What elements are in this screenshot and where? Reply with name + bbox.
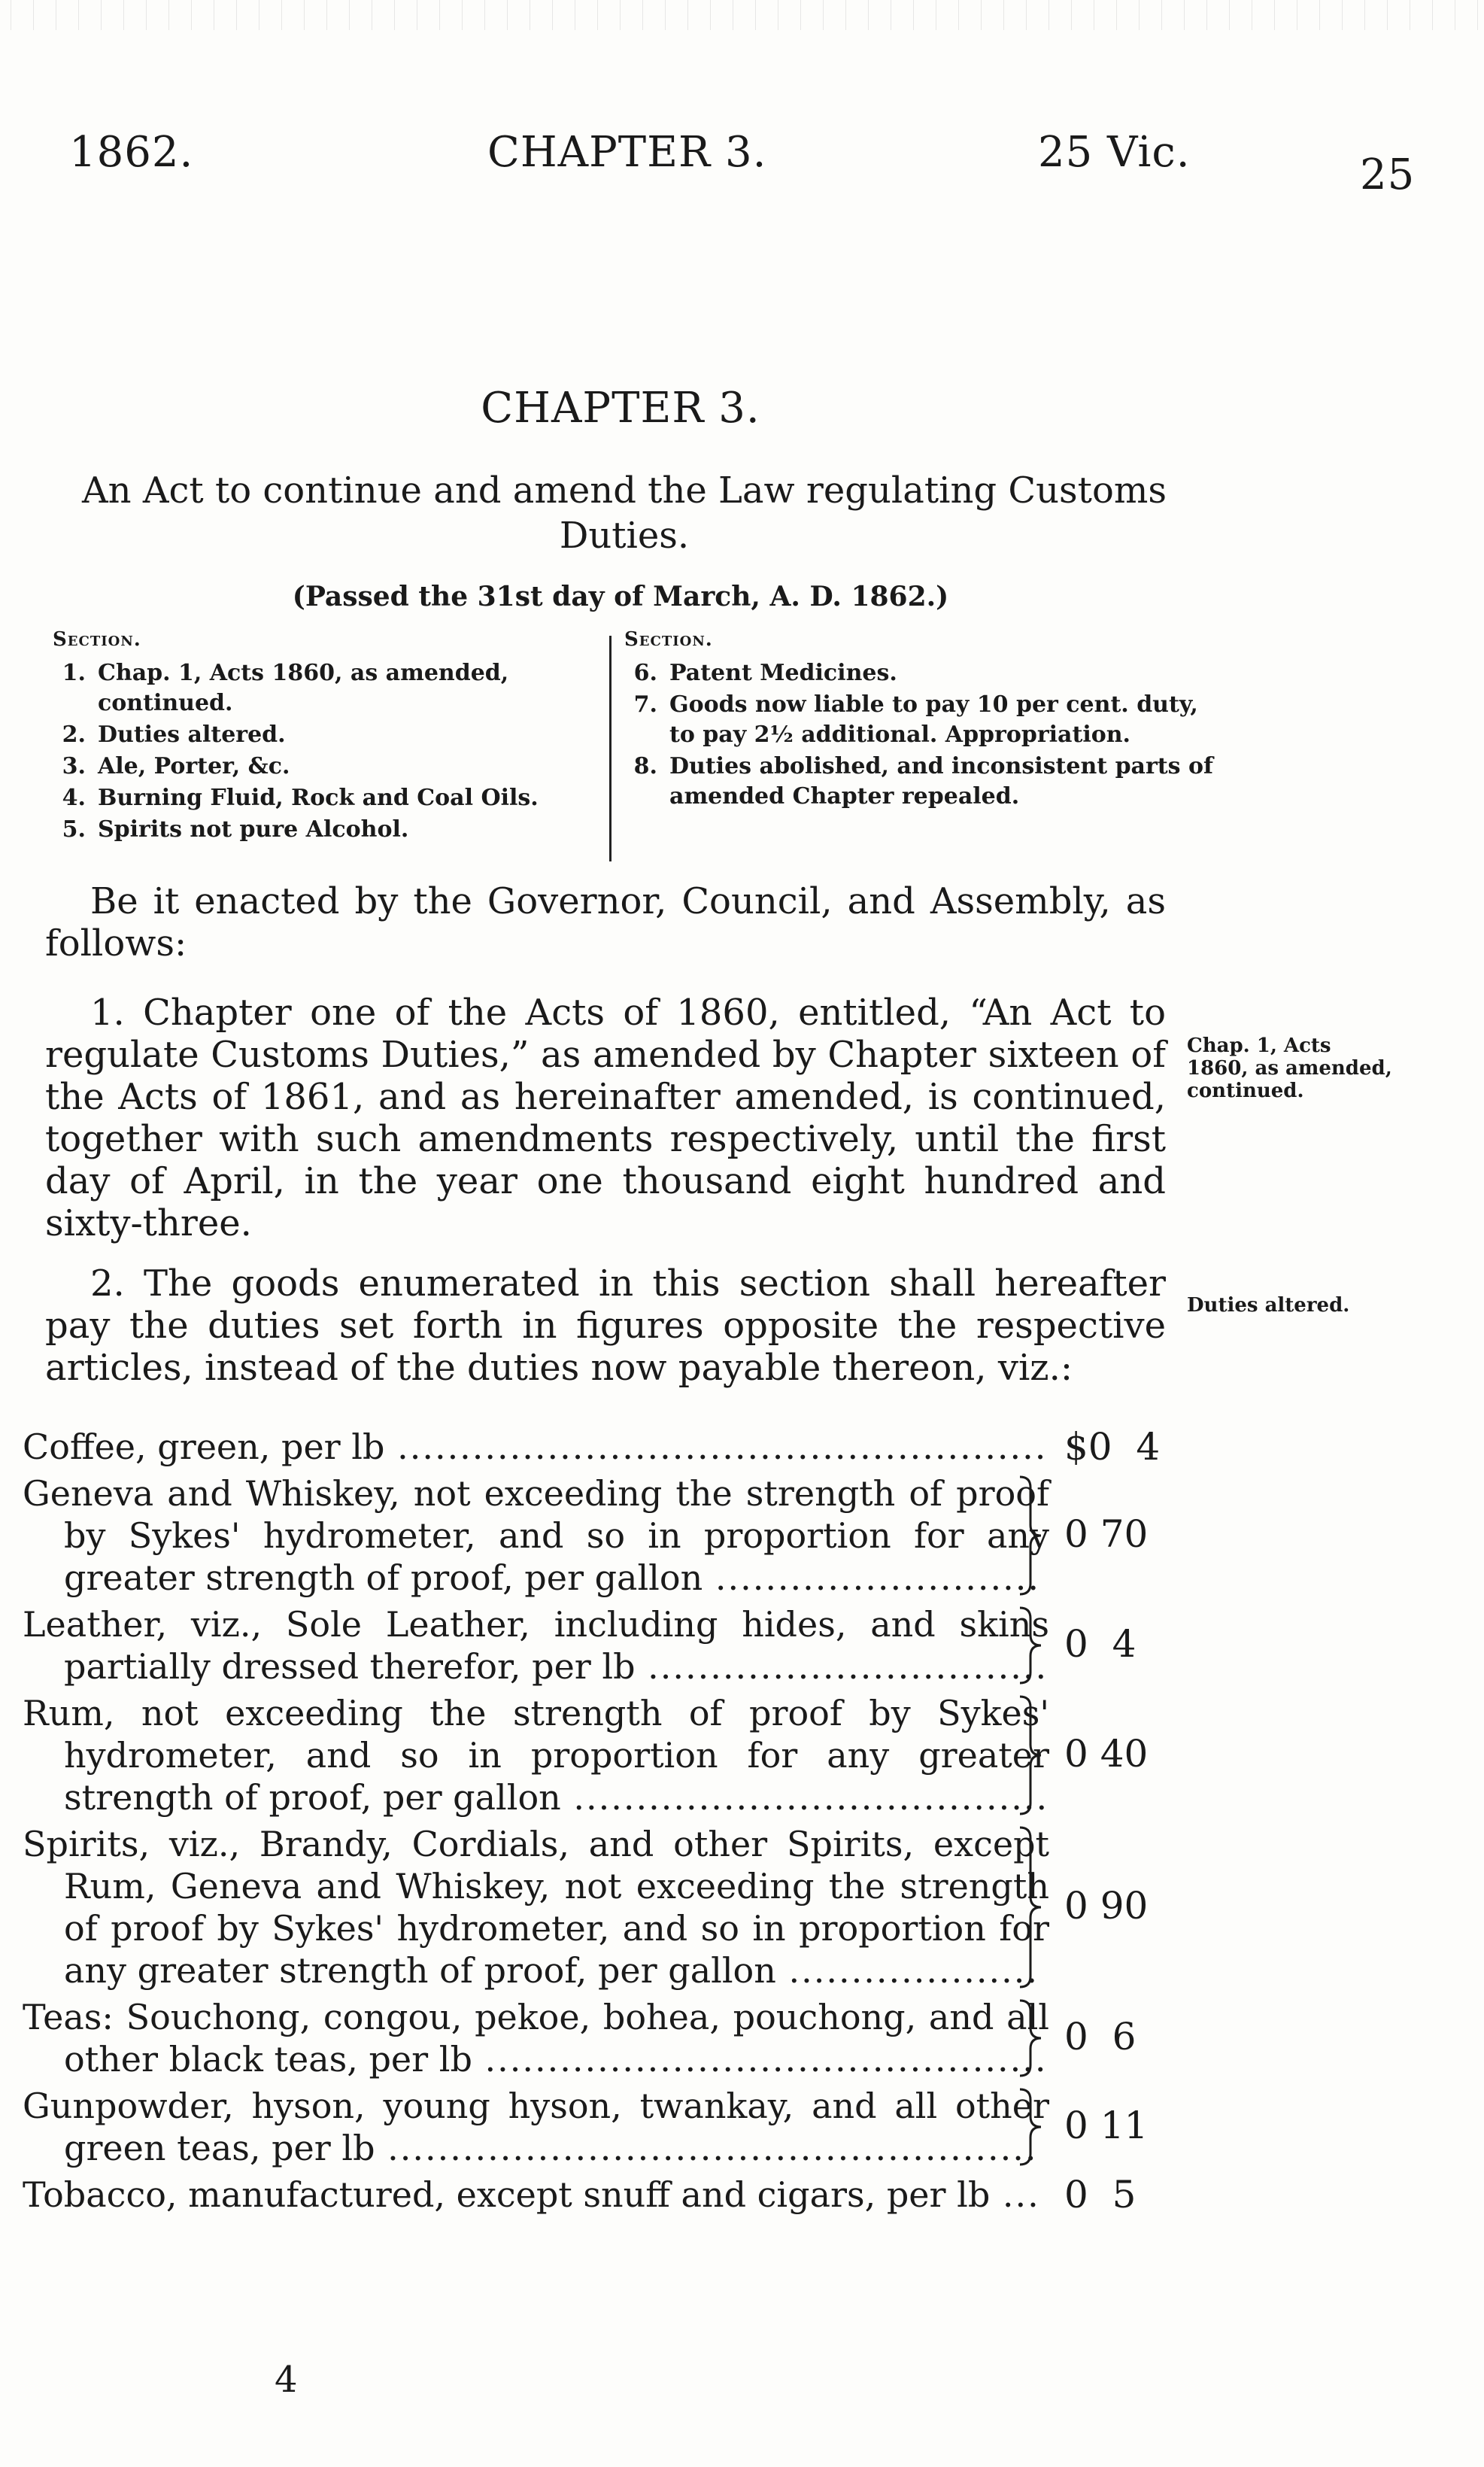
- section-index-item: [53, 658, 609, 719]
- tariff-rate: 0 40: [1064, 1732, 1149, 1776]
- section-index-number: 4.: [62, 785, 86, 811]
- tariff-row: [23, 1472, 1196, 1599]
- brace-icon: [1015, 1996, 1045, 2080]
- tariff-row: [23, 2085, 1196, 2169]
- section-index-item: [624, 690, 1226, 750]
- brace-icon: [1015, 1603, 1045, 1688]
- tariff-item-text: Leather, viz., Sole Leather, including hides, and skins partially dressed therefor, per lb: [23, 1604, 1049, 1687]
- section-index-number: 3.: [62, 753, 86, 779]
- section-index-divider: [609, 636, 612, 861]
- tariff-row: [23, 1426, 1196, 1468]
- brace-icon: [1015, 1823, 1045, 1992]
- page-number: 25: [1360, 150, 1416, 199]
- section-index-text: Duties abolished, and inconsistent parts of amended Chapter repealed.: [669, 753, 1213, 810]
- section-index-item: [53, 720, 609, 750]
- running-header-regnal-year: 25 Vic.: [1038, 128, 1191, 177]
- section-2-text: 2. The goods enumerated in this section shall hereafter pay the duties set forth in figures opposite the respective articles, instead of the duties now payable thereon, viz.:: [45, 1262, 1166, 1389]
- section-index-item: [624, 752, 1226, 812]
- dot-leader: ..........................: [703, 1557, 1040, 1598]
- tariff-item-text: Geneva and Whiskey, not exceeding the strength of proof by Sykes' hydrometer, and so in proportion for any greater strength of proof, per gallon: [23, 1473, 1049, 1598]
- tariff-row: [23, 1603, 1196, 1688]
- tariff-item-text: Gunpowder, hyson, young hyson, twankay, and all other green teas, per lb: [23, 2086, 1049, 2168]
- tariff-rate: $0 4: [1064, 1425, 1161, 1469]
- section-index-heading: Section.: [624, 628, 713, 651]
- running-header-year: 1862.: [69, 128, 194, 177]
- enacting-clause: Be it enacted by the Governor, Council, and Assembly, as follows:: [45, 880, 1166, 965]
- tariff-item-description: [23, 1472, 1049, 1599]
- passed-date: (Passed the 31st day of March, A. D. 1862.): [292, 581, 949, 612]
- section-index-text: Chap. 1, Acts 1860, as amended, continued.: [98, 660, 509, 716]
- tariff-rate: 0 4: [1064, 1622, 1137, 1666]
- tariff-item-description: [23, 1603, 1049, 1688]
- tariff-item-text: Coffee, green, per lb: [23, 1426, 385, 1467]
- tariff-item-description: [23, 1996, 1049, 2080]
- chapter-title: CHAPTER 3.: [481, 384, 760, 433]
- tariff-rate: 0 11: [1064, 2104, 1149, 2147]
- signature-mark: 4: [275, 2359, 298, 2401]
- dot-leader: ......................................: [560, 1777, 1049, 1818]
- section-index-heading: Section.: [53, 628, 141, 651]
- tariff-rate: 0 6: [1064, 2015, 1137, 2058]
- tariff-item-description: [23, 2174, 1049, 2216]
- section-index-text: Burning Fluid, Rock and Coal Oils.: [98, 785, 539, 811]
- section-index-text: Duties altered.: [98, 722, 286, 748]
- tariff-item-text: Teas: Souchong, congou, pekoe, bohea, pouchong, and all other black teas, per lb: [23, 1997, 1049, 2080]
- tariff-row: [23, 1823, 1196, 1992]
- tariff-rate: 0 70: [1064, 1512, 1149, 1556]
- tariff-item-description: [23, 1692, 1049, 1818]
- dot-leader: ....................................................: [384, 1426, 1048, 1467]
- act-title: An Act to continue and amend the Law regulating Customs Duties.: [82, 469, 1167, 557]
- tariff-row: [23, 1692, 1196, 1818]
- section-index-right-column: [624, 628, 1226, 813]
- scan-noise: [0, 0, 1484, 30]
- section-index-number: 1.: [62, 660, 86, 686]
- section-index-number: 7.: [633, 691, 657, 718]
- section-index-text: Spirits not pure Alcohol.: [98, 816, 409, 843]
- dot-leader: ...: [990, 2174, 1040, 2215]
- tariff-schedule: [23, 1426, 1196, 2220]
- section-index-item: [53, 815, 609, 845]
- brace-icon: [1015, 1472, 1045, 1599]
- section-index-number: 8.: [633, 753, 657, 779]
- tariff-item-text: Tobacco, manufactured, except snuff and cigars, per lb: [23, 2174, 991, 2215]
- dot-leader: .............................................: [472, 2039, 1048, 2080]
- tariff-item-description: [23, 1426, 1049, 1468]
- section-index-item: [53, 752, 609, 782]
- section-index-number: 6.: [633, 660, 657, 686]
- brace-icon: [1015, 1692, 1045, 1818]
- running-header-chapter: CHAPTER 3.: [487, 128, 767, 177]
- dot-leader: ................................: [635, 1646, 1049, 1687]
- section-1-text: 1. Chapter one of the Acts of 1860, entitled, “An Act to regulate Customs Duties,” as amended by Chapter sixteen of the Acts of 1861, and as hereinafter amended, is continued, together with such amendments respectively, until the first day of April, in the year one thousand eight hundred and sixty-three.: [45, 992, 1166, 1244]
- section-index-number: 5.: [62, 816, 86, 843]
- section-index-item: [53, 783, 609, 813]
- dot-leader: ....................: [775, 1950, 1039, 1991]
- tariff-item-description: [23, 2085, 1049, 2169]
- section-index-text: Patent Medicines.: [669, 660, 897, 686]
- section-index-number: 2.: [62, 722, 86, 748]
- tariff-rate: 0 5: [1064, 2173, 1137, 2216]
- margin-note-section-2: Duties altered.: [1187, 1294, 1350, 1317]
- section-index: [53, 628, 1213, 869]
- tariff-item-text: Spirits, viz., Brandy, Cordials, and other Spirits, except Rum, Geneva and Whiskey, not exceeding the strength of proof by Sykes' hydrometer, and so in proportion for any greater strength of proof, per gallon: [23, 1824, 1049, 1991]
- brace-icon: [1015, 2085, 1045, 2169]
- section-index-item: [624, 658, 1226, 688]
- section-index-left-column: [53, 628, 609, 846]
- tariff-item-text: Rum, not exceeding the strength of proof by Sykes' hydrometer, and so in proportion for any greater strength of proof, per gallon: [23, 1693, 1049, 1818]
- section-index-text: Ale, Porter, &c.: [98, 753, 290, 779]
- tariff-rate: 0 90: [1064, 1884, 1149, 1928]
- margin-note-section-1: Chap. 1, Acts 1860, as amended, continued.: [1187, 1034, 1392, 1102]
- tariff-row: [23, 2174, 1196, 2216]
- section-index-text: Goods now liable to pay 10 per cent. duty, to pay 2½ additional. Appropriation.: [669, 691, 1198, 748]
- dot-leader: ....................................................: [375, 2128, 1038, 2168]
- tariff-item-description: [23, 1823, 1049, 1992]
- tariff-row: [23, 1996, 1196, 2080]
